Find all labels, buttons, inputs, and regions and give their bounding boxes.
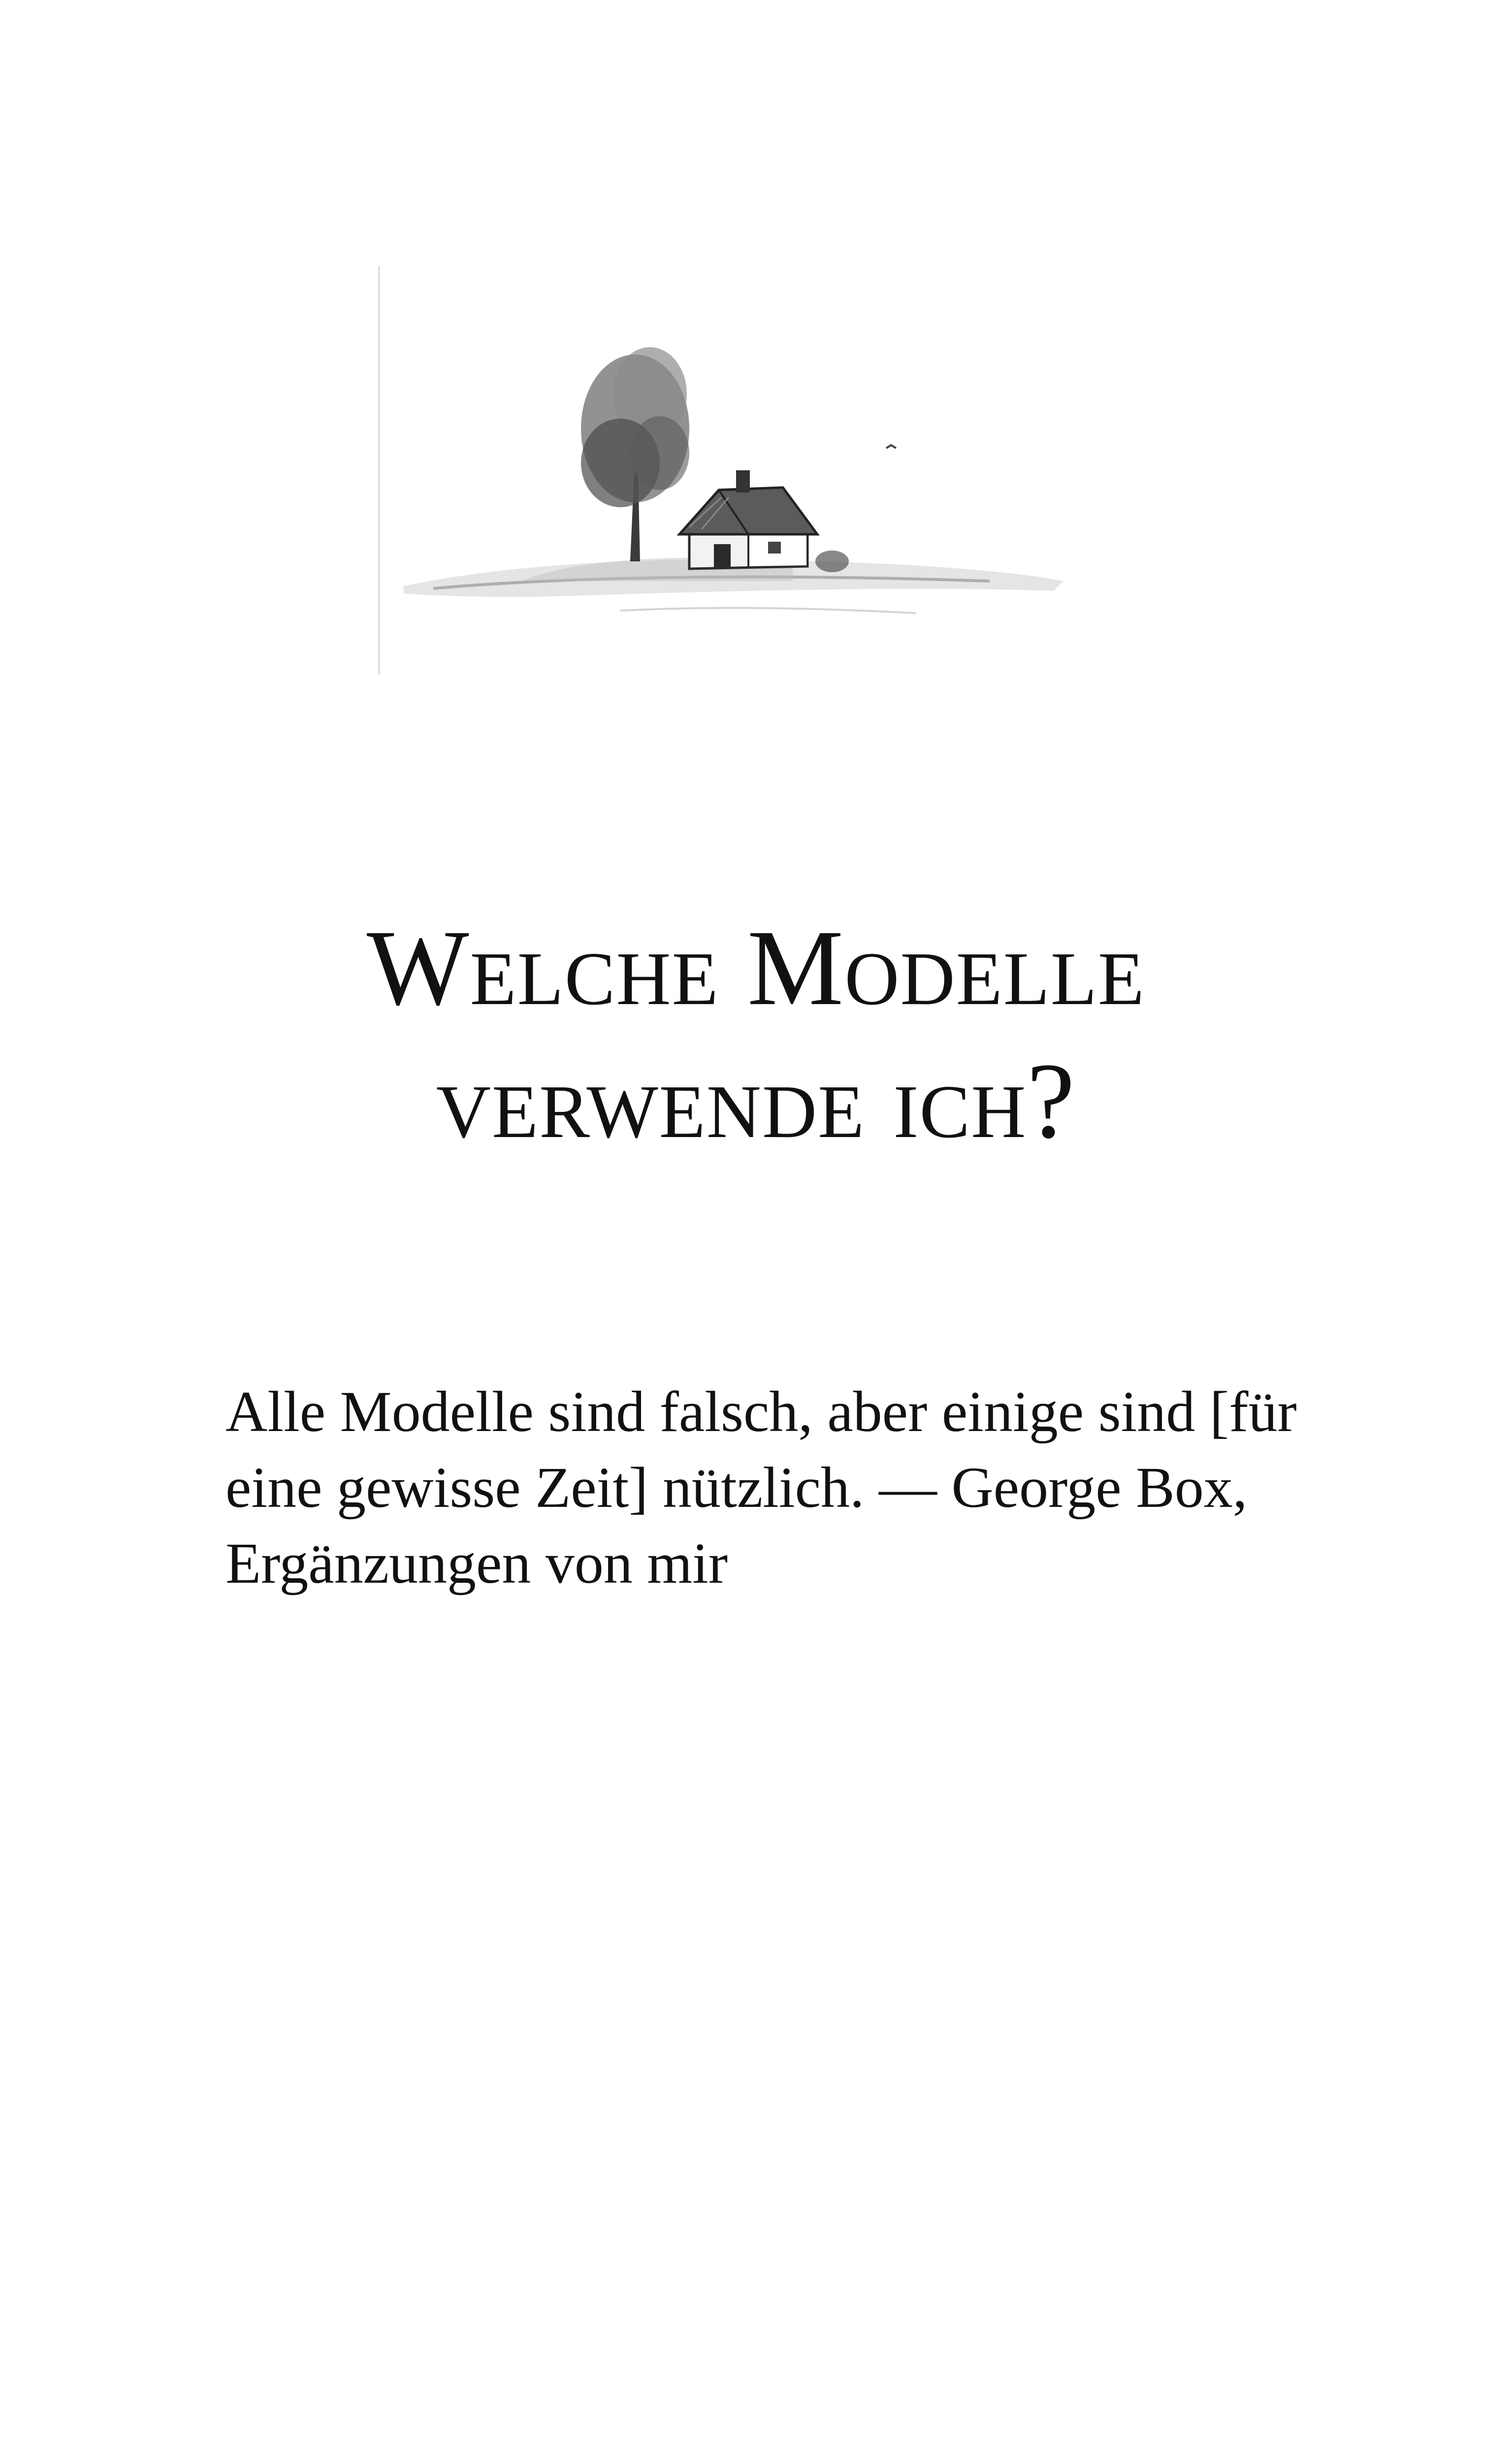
cottage-with-tree-ink-drawing-icon	[374, 266, 1093, 680]
chapter-title	[0, 901, 1512, 1167]
epigraph-quote: Alle Modelle sind falsch, aber einige sind [für eine gewisse Zeit] nützlich. — George Box, Ergänzungen von mir	[225, 1379, 1297, 1596]
cottage-illustration	[374, 266, 1093, 680]
chapter-title-line-2: verwende ich?	[436, 1041, 1076, 1161]
chapter-title-line-1: Welche Modelle	[366, 908, 1146, 1028]
